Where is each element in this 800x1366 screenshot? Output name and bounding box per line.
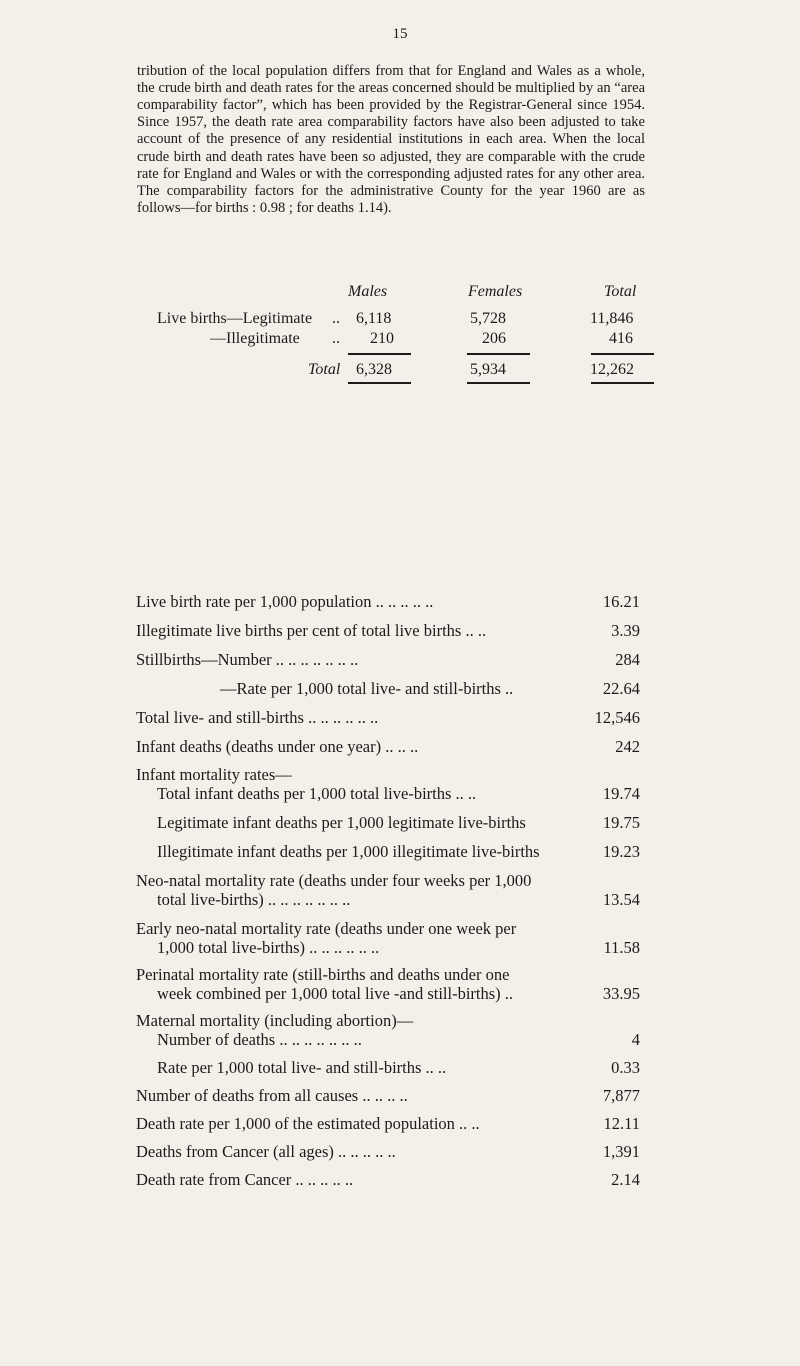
row-illegitimate-females: 206: [482, 330, 506, 347]
rate-value: 4: [631, 1030, 640, 1049]
rate-label: Infant deaths (deaths under one year) .. .. ..: [136, 737, 419, 756]
rate-value: 3.39: [611, 621, 640, 640]
rate-value: 11.58: [603, 938, 640, 957]
rate-value: 12.11: [603, 1114, 640, 1133]
row-legitimate-total: 11,846: [590, 310, 634, 327]
rate-value: 19.23: [602, 842, 640, 861]
rate-label: Number of deaths .. .. .. .. .. .. ..: [157, 1030, 362, 1049]
rate-value: 242: [615, 737, 640, 756]
rate-label: Total infant deaths per 1,000 total live-births .. ..: [157, 784, 477, 803]
rate-label: 1,000 total live-births) .. .. .. .. .. ..: [157, 938, 380, 957]
rate-value: 33.95: [602, 984, 640, 1003]
rate-label: total live-births) .. .. .. .. .. .. ..: [157, 890, 351, 909]
rate-value: 7,877: [602, 1086, 640, 1105]
rate-label: week combined per 1,000 total live -and still-births) ..: [157, 984, 514, 1003]
intro-paragraph: tribution of the local population differs from that for England and Wales as a whole, the crude birth and death rates for the areas concerned should be multiplied by an “area comparability factor”, which has been provided by the Registrar-General since 1954. Since 1957, the death rate area comparability factors have also been adjusted to take account of the presence of any residential institutions in each area. When the local crude birth and death rates have been so adjusted, they are comparable with the crude rate for England and Wales or with the corresponding adjusted rates for any other area. The comparability factors for the administrative County for the year 1960 are as follows—for births : 0.98 ; for deaths 1.14).: [137, 62, 645, 217]
rate-label: Maternal mortality (including abortion)—: [136, 1011, 414, 1030]
rate-value: 1,391: [602, 1142, 640, 1161]
row-illegitimate-males: 210: [370, 330, 394, 347]
rule-males-bottom: [348, 382, 411, 384]
row-total-total: 12,262: [590, 361, 634, 378]
header-total: Total: [604, 283, 637, 300]
rule-females-bottom: [467, 382, 530, 384]
row-illegitimate-label: —Illegitimate: [210, 330, 300, 347]
page-number: 15: [392, 26, 408, 42]
rate-label: Death rate per 1,000 of the estimated population .. ..: [136, 1114, 480, 1133]
rule-total-top: [591, 353, 654, 355]
row-legitimate-label: Live births—Legitimate: [157, 310, 313, 327]
rule-males-top: [348, 353, 411, 355]
row-legitimate-males: 6,118: [356, 310, 392, 327]
rate-value: 2.14: [611, 1170, 640, 1189]
rate-label: Illegitimate infant deaths per 1,000 illegitimate live-births: [157, 842, 540, 861]
rate-label: Legitimate infant deaths per 1,000 legitimate live-births: [157, 813, 526, 832]
rate-label: Total live- and still-births .. .. .. .. .. ..: [136, 708, 379, 727]
rate-label: Early neo-natal mortality rate (deaths under one week per: [136, 919, 517, 938]
rate-value: 13.54: [602, 890, 640, 909]
header-females: Females: [468, 283, 523, 300]
rate-label: Infant mortality rates—: [136, 765, 292, 784]
rate-label: —Rate per 1,000 total live- and still-births ..: [220, 679, 514, 698]
row-illegitimate-dots: ..: [332, 330, 340, 347]
rate-value: 0.33: [611, 1058, 640, 1077]
rate-label: Deaths from Cancer (all ages) .. .. .. .. ..: [136, 1142, 396, 1161]
header-males: Males: [348, 283, 388, 300]
rate-value: 19.75: [602, 813, 640, 832]
rate-label: Rate per 1,000 total live- and still-births .. ..: [157, 1058, 447, 1077]
rate-value: 12,546: [594, 708, 640, 727]
rate-label: Perinatal mortality rate (still-births and deaths under one: [136, 965, 510, 984]
row-legitimate-dots: ..: [332, 310, 340, 327]
rate-value: 22.64: [602, 679, 640, 698]
rate-value: 284: [615, 650, 640, 669]
rate-label: Stillbirths—Number .. .. .. .. .. .. ..: [136, 650, 359, 669]
rate-label: Number of deaths from all causes .. .. .. ..: [136, 1086, 408, 1105]
row-total-label: Total: [308, 361, 341, 378]
rate-label: Death rate from Cancer .. .. .. .. ..: [136, 1170, 354, 1189]
row-total-males: 6,328: [356, 361, 392, 378]
rate-label: Illegitimate live births per cent of total live births .. ..: [136, 621, 487, 640]
row-total-females: 5,934: [470, 361, 506, 378]
rate-value: 19.74: [602, 784, 640, 803]
rule-total-bottom: [591, 382, 654, 384]
rate-label: Live birth rate per 1,000 population .. .. .. .. ..: [136, 592, 434, 611]
rule-females-top: [467, 353, 530, 355]
row-illegitimate-total: 416: [609, 330, 633, 347]
rate-label: Neo-natal mortality rate (deaths under four weeks per 1,000: [136, 871, 532, 890]
rate-value: 16.21: [602, 592, 640, 611]
row-legitimate-females: 5,728: [470, 310, 506, 327]
